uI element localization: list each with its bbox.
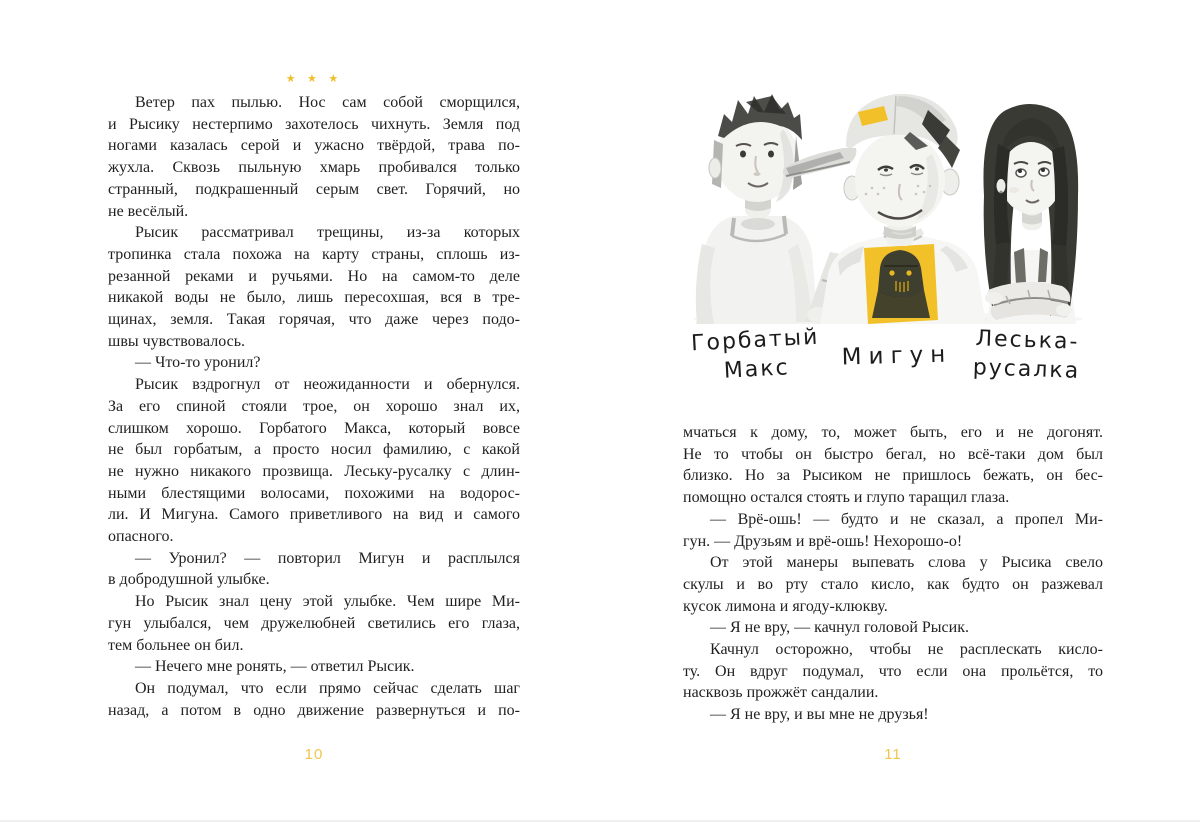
text-line: ли. И Мигуна. Самого приветливого на вид и самого bbox=[108, 506, 520, 524]
label-leska-rusalka bbox=[951, 323, 1103, 386]
text-line: насквозь прожжёт сандалии. bbox=[683, 684, 879, 702]
text-line: тем больнее он бил. bbox=[108, 636, 244, 654]
text-line: Он подумал, что если прямо сейчас сделать шаг bbox=[135, 679, 520, 697]
text-line: никакой воды не было, лишь пересохшая, вся в тре- bbox=[108, 289, 520, 307]
text-line: жухла. Сквозь пыльную хмарь пробивался только bbox=[108, 159, 520, 177]
kid-leska-rusalka bbox=[983, 104, 1078, 324]
text-line: резанной реками и ручьями. Но на самом-то деле bbox=[108, 267, 520, 285]
text-line: От этой манеры выпевать слова у Рысика свело bbox=[710, 554, 1103, 572]
text-line: скулы и во рту стало кисло, как будто он разжевал bbox=[683, 575, 1103, 593]
text-line: Не то чтобы он быстро бегал, но всё-таки дом был bbox=[683, 445, 1103, 463]
label-text-line: русалка bbox=[972, 355, 1081, 384]
text-line: слишком хорошо. Горбатого Макса, который вовсе bbox=[108, 419, 520, 437]
text-line: Рысик вздрогнул от неожиданности и обернулся. bbox=[135, 376, 520, 394]
text-line: назад, а потом в одно движение развернуться и по- bbox=[108, 701, 520, 719]
text-line: не нужно никакого прозвища. Леську-русалку с длин- bbox=[108, 462, 520, 480]
text-line: помощно остался стоять и глупо таращил глаза. bbox=[683, 489, 1010, 507]
text-line: Ветер пах пылью. Нос сам собой сморщился, bbox=[135, 94, 520, 111]
text-line: ными блестящими волосами, похожими на водорос- bbox=[108, 484, 520, 502]
label-text-line: Мигун bbox=[841, 341, 953, 371]
text-line: — Нечего мне ронять, — ответил Рысик. bbox=[135, 658, 415, 676]
page-number-right: 11 bbox=[884, 746, 902, 763]
text-line: Качнул осторожно, чтобы не расплескать кисло- bbox=[710, 641, 1103, 659]
right-page-text bbox=[683, 422, 1103, 726]
text-line: гун улыбался, чем дружелюбней светились его глаза, bbox=[108, 614, 520, 632]
label-text-line: Горбатый bbox=[690, 324, 820, 357]
text-line: ногами казалась серой и ужасно твёрдой, трава по- bbox=[108, 137, 520, 155]
kid-gorbaty-max bbox=[696, 94, 818, 324]
section-break-stars-icon: ★ ★ ★ bbox=[285, 72, 343, 85]
text-line: и Рысику нестерпимо захотелось чихнуть. Земля под bbox=[108, 115, 520, 133]
label-migun bbox=[838, 340, 957, 372]
left-page-text bbox=[108, 92, 520, 721]
text-line: не был горбатым, а просто носил фамилию, с какой bbox=[108, 441, 520, 459]
text-line: не весёлый. bbox=[108, 202, 189, 220]
text-line: гун. — Друзьям и врё-ошь! Нехорошо-о! bbox=[683, 532, 963, 550]
text-line: странный, подкрашенный серым свет. Горячий, но bbox=[108, 180, 520, 198]
page-number-left: 10 bbox=[304, 746, 324, 763]
label-text-line: Макс bbox=[723, 355, 791, 384]
label-gorbaty-max bbox=[689, 323, 824, 388]
text-line: Но Рысик знал цену этой улыбке. Чем шире Ми- bbox=[135, 593, 520, 611]
text-line: За его спиной стояли трое, он хорошо знал их, bbox=[108, 397, 520, 415]
text-line: Рысик рассматривал трещины, из-за которых bbox=[135, 224, 520, 242]
text-line: — Что-то уронил? bbox=[135, 354, 261, 372]
text-line: — Я не вру, и вы мне не друзья! bbox=[710, 706, 929, 724]
text-line: кусок лимона и ягоду-клюкву. bbox=[683, 597, 888, 615]
text-line: тропинка стала похожа на карту страны, сплошь из- bbox=[108, 245, 520, 263]
text-line: мчаться к дому, то, может быть, его и не догонят. bbox=[683, 424, 1103, 441]
label-text-line: Леська- bbox=[975, 326, 1080, 355]
text-line: близко. Но за Рысиком не пришлось бежать, он бес- bbox=[683, 467, 1103, 485]
text-line: ту. Он вдруг подумал, что если она прольётся, то bbox=[683, 662, 1103, 680]
text-line: швы чувствовалось. bbox=[108, 332, 246, 350]
text-line: опасного. bbox=[108, 528, 174, 546]
text-line: щинах, земля. Такая горячая, что даже через подо- bbox=[108, 311, 520, 329]
text-line: в добродушной улыбке. bbox=[108, 571, 270, 589]
illustration-three-kids bbox=[688, 84, 1100, 324]
text-line: — Уронил? — повторил Мигун и расплылся bbox=[135, 549, 520, 567]
text-line: — Я не вру, — качнул головой Рысик. bbox=[710, 619, 969, 637]
watercolor-kids-drawing bbox=[688, 84, 1100, 324]
text-line: — Врё-ошь! — будто и не сказал, а пропел Ми- bbox=[710, 510, 1103, 528]
